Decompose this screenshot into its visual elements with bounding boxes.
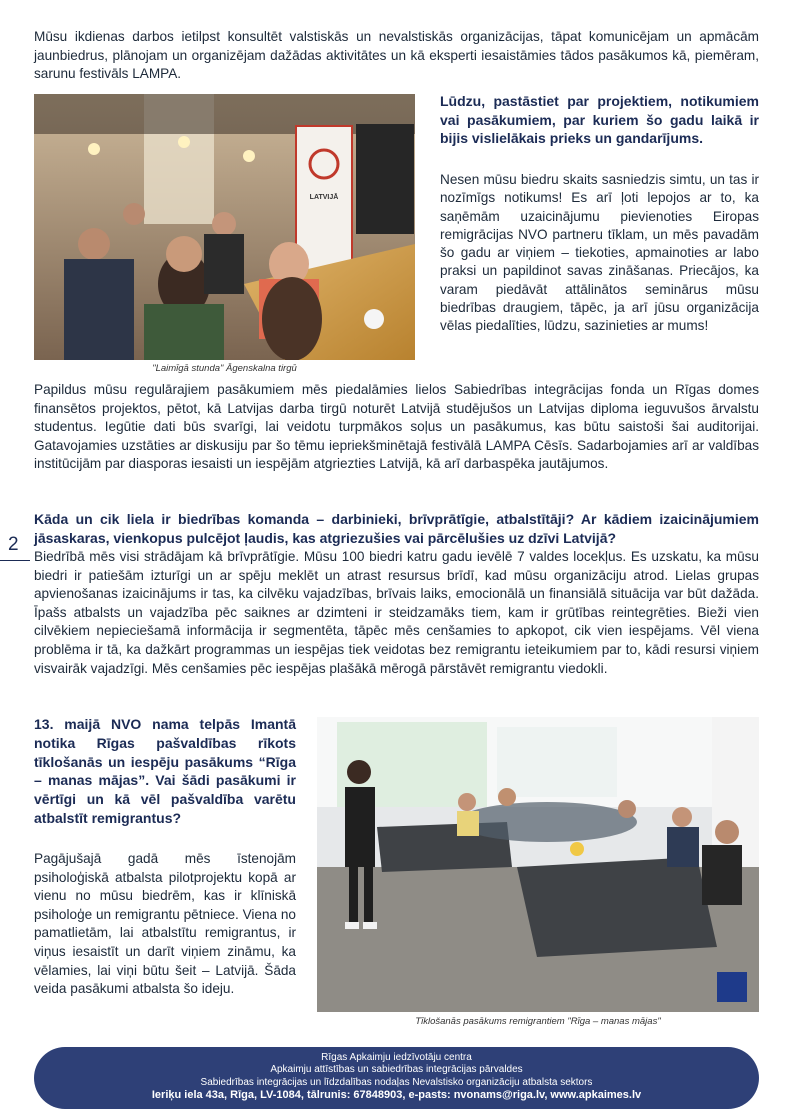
answer-1: Nesen mūsu biedru skaits sasniedzis simtu, un tas ir nozīmīgs notikums! Es arī ļoti lepojos ar to, ka saņēmām uzaicinājumu pievienoties Eiropas remigrācijas NVO partneru tīklam, un mēs pavadām šo gadu ar viņiem – tiekoties, apmainoties ar labo praksi un papildinot savas zināšanas. Priecājos, ka varam piedāvāt attālinātos seminārus mūsu biedrības draugiem, tāpēc, ja arī jūsu organizācija vēlas piedalīties, lūdzu, sazinieties ar mums! [440,172,759,334]
banner-lettering: LATVIJĀ [309,194,339,201]
photo1-caption: "Laimīgā stunda" Āgenskalna tirgū [152,363,297,374]
page-number: 2 [8,534,19,555]
intro-paragraph: Mūsu ikdienas darbos ietilpst konsultēt valstiskās un nevalstiskās organizācijas, tāpat komunicējam un apmācām jaunbiedrus, plānojam un organizējam dažādas aktivitātes un kā eksperti iesaistāmies tādos pasākumos kā, piemēram, sarunu festivāls LAMPA. [34,29,759,82]
photo2-caption: Tīklošanās pasākums remigrantiem "Rīga – manas mājas" [415,1016,661,1027]
footer-line-3: Sabiedrības integrācijas un līdzdalības nodaļas Nevalstisko organizāciju atbalsta sektors [200,1076,593,1088]
market-event-photo [34,94,415,360]
paragraph-projects: Papildus mūsu regulārajiem pasākumiem mēs piedalāmies lielos Sabiedrības integrācijas fonda un Rīgas domes finansētos projektos, pētot, kā Latvijas darba tirgū noturēt Latvijā studējušos un Latvijas diploma ieguvušos ārvalstu studentus. Iegūtie dati būs svarīgi, lai veidotu turpmākos soļus un pasākumus, kas būtu saistoši šai auditorijai. Gatavojamies uzstāties ar diskusiju par šo tēmu iepriekšminētajā festivālā LAMPA Cēsīs. Sadarbojamies arī ar valdības institūcijām par diasporas iesaisti un iespējām atgriezties Latvijā, kā arī darbaspēka jautājumos. [34,382,759,472]
answer-2: Biedrībā mēs visi strādājam kā brīvprātīgie. Mūsu 100 biedri katru gadu ievēlē 7 valdes locekļus. Es uzskatu, ka mūsu biedri ir patiešām izturīgi un ar spēju meklēt un atrast resursus brīdī, kad mūsu organizāciju atrod. Lielas grupas apvienošanas izaicinājums ir tas, ka cilvēku vajadzības, brīvais laiks, emocionālā un finansiālā situācija var būt dažāda. Īpašs atbalsts un vajadzība pēc saiknes ar dzimteni ir steidzamāks tiem, kam ir grūtības reintegrēties. Bieži vien cilvēkiem nepieciešamā informācija ir segmentēta, tāpēc mēs cenšamies to apkopot, cik vien iespējams. Vēl viena problēma ir tā, ka dažkārt programmas un iespējas tiek veidotas bez remigrantu ieteikumiem par to, kādi resursi viņiem visvairāk vajadzīgi. Mēs cenšamies pēc iespējas plašākā mērogā pārstāvēt remigrantu viedokli. [34,549,759,676]
answer-3: Pagājušajā gadā mēs īstenojām psiholoģiskā atbalsta pilotprojektu kopā ar vienu no mūsu biedrēm, kas ir klīniskā psiholoģe un remigrantu pētniece. Viena no pamatlietām, lai atbalstītu remigrantus, ir viņus iesaistīt un darīt viņiem zināmu, ka vēlamies, lai viņi būtu šeit – Latvijā. Šāda veida pasākumi atbalsta šo ideju. [34,851,296,997]
footer-banner [34,1047,759,1109]
question-1: Lūdzu, pastāstiet par projektiem, notikumiem vai pasākumiem, par kuriem šo gadu laikā ir bijis vislielākais prieks un gandarījums. [440,93,759,147]
footer-line-2: Apkaimju attīstības un sabiedrības integrācijas pārvaldes [270,1064,523,1076]
footer-contact-line: Ieriķu iela 43a, Rīga, LV-1084, tālrunis: 67848903, e-pasts: nvonams@riga.lv, www.apkaimes.lv [151,1089,642,1102]
page-number-rule [0,560,30,561]
footer-line-1: Rīgas Apkaimju iedzīvotāju centra [321,1052,472,1063]
question-3: 13. maijā NVO nama telpās Imantā notika Rīgas pašvaldības rīkots tīklošanās un iespēju pasākums “Rīga – manas mājas”. Vai šādi pasākumi ir vērtīgi un kā vēl pašvaldība varētu atbalstīt remigrantus? [34,716,296,826]
networking-event-photo [317,717,759,1012]
question-2: Kāda un cik liela ir biedrības komanda – darbinieki, brīvprātīgie, atbalstītāji? Ar kādiem izaicinājumiem jāsaskaras, vienkopus pulcējot ļaudis, kas atgriezušies vai pārcēlušies uz dzīvi Latvijā? [34,511,759,546]
